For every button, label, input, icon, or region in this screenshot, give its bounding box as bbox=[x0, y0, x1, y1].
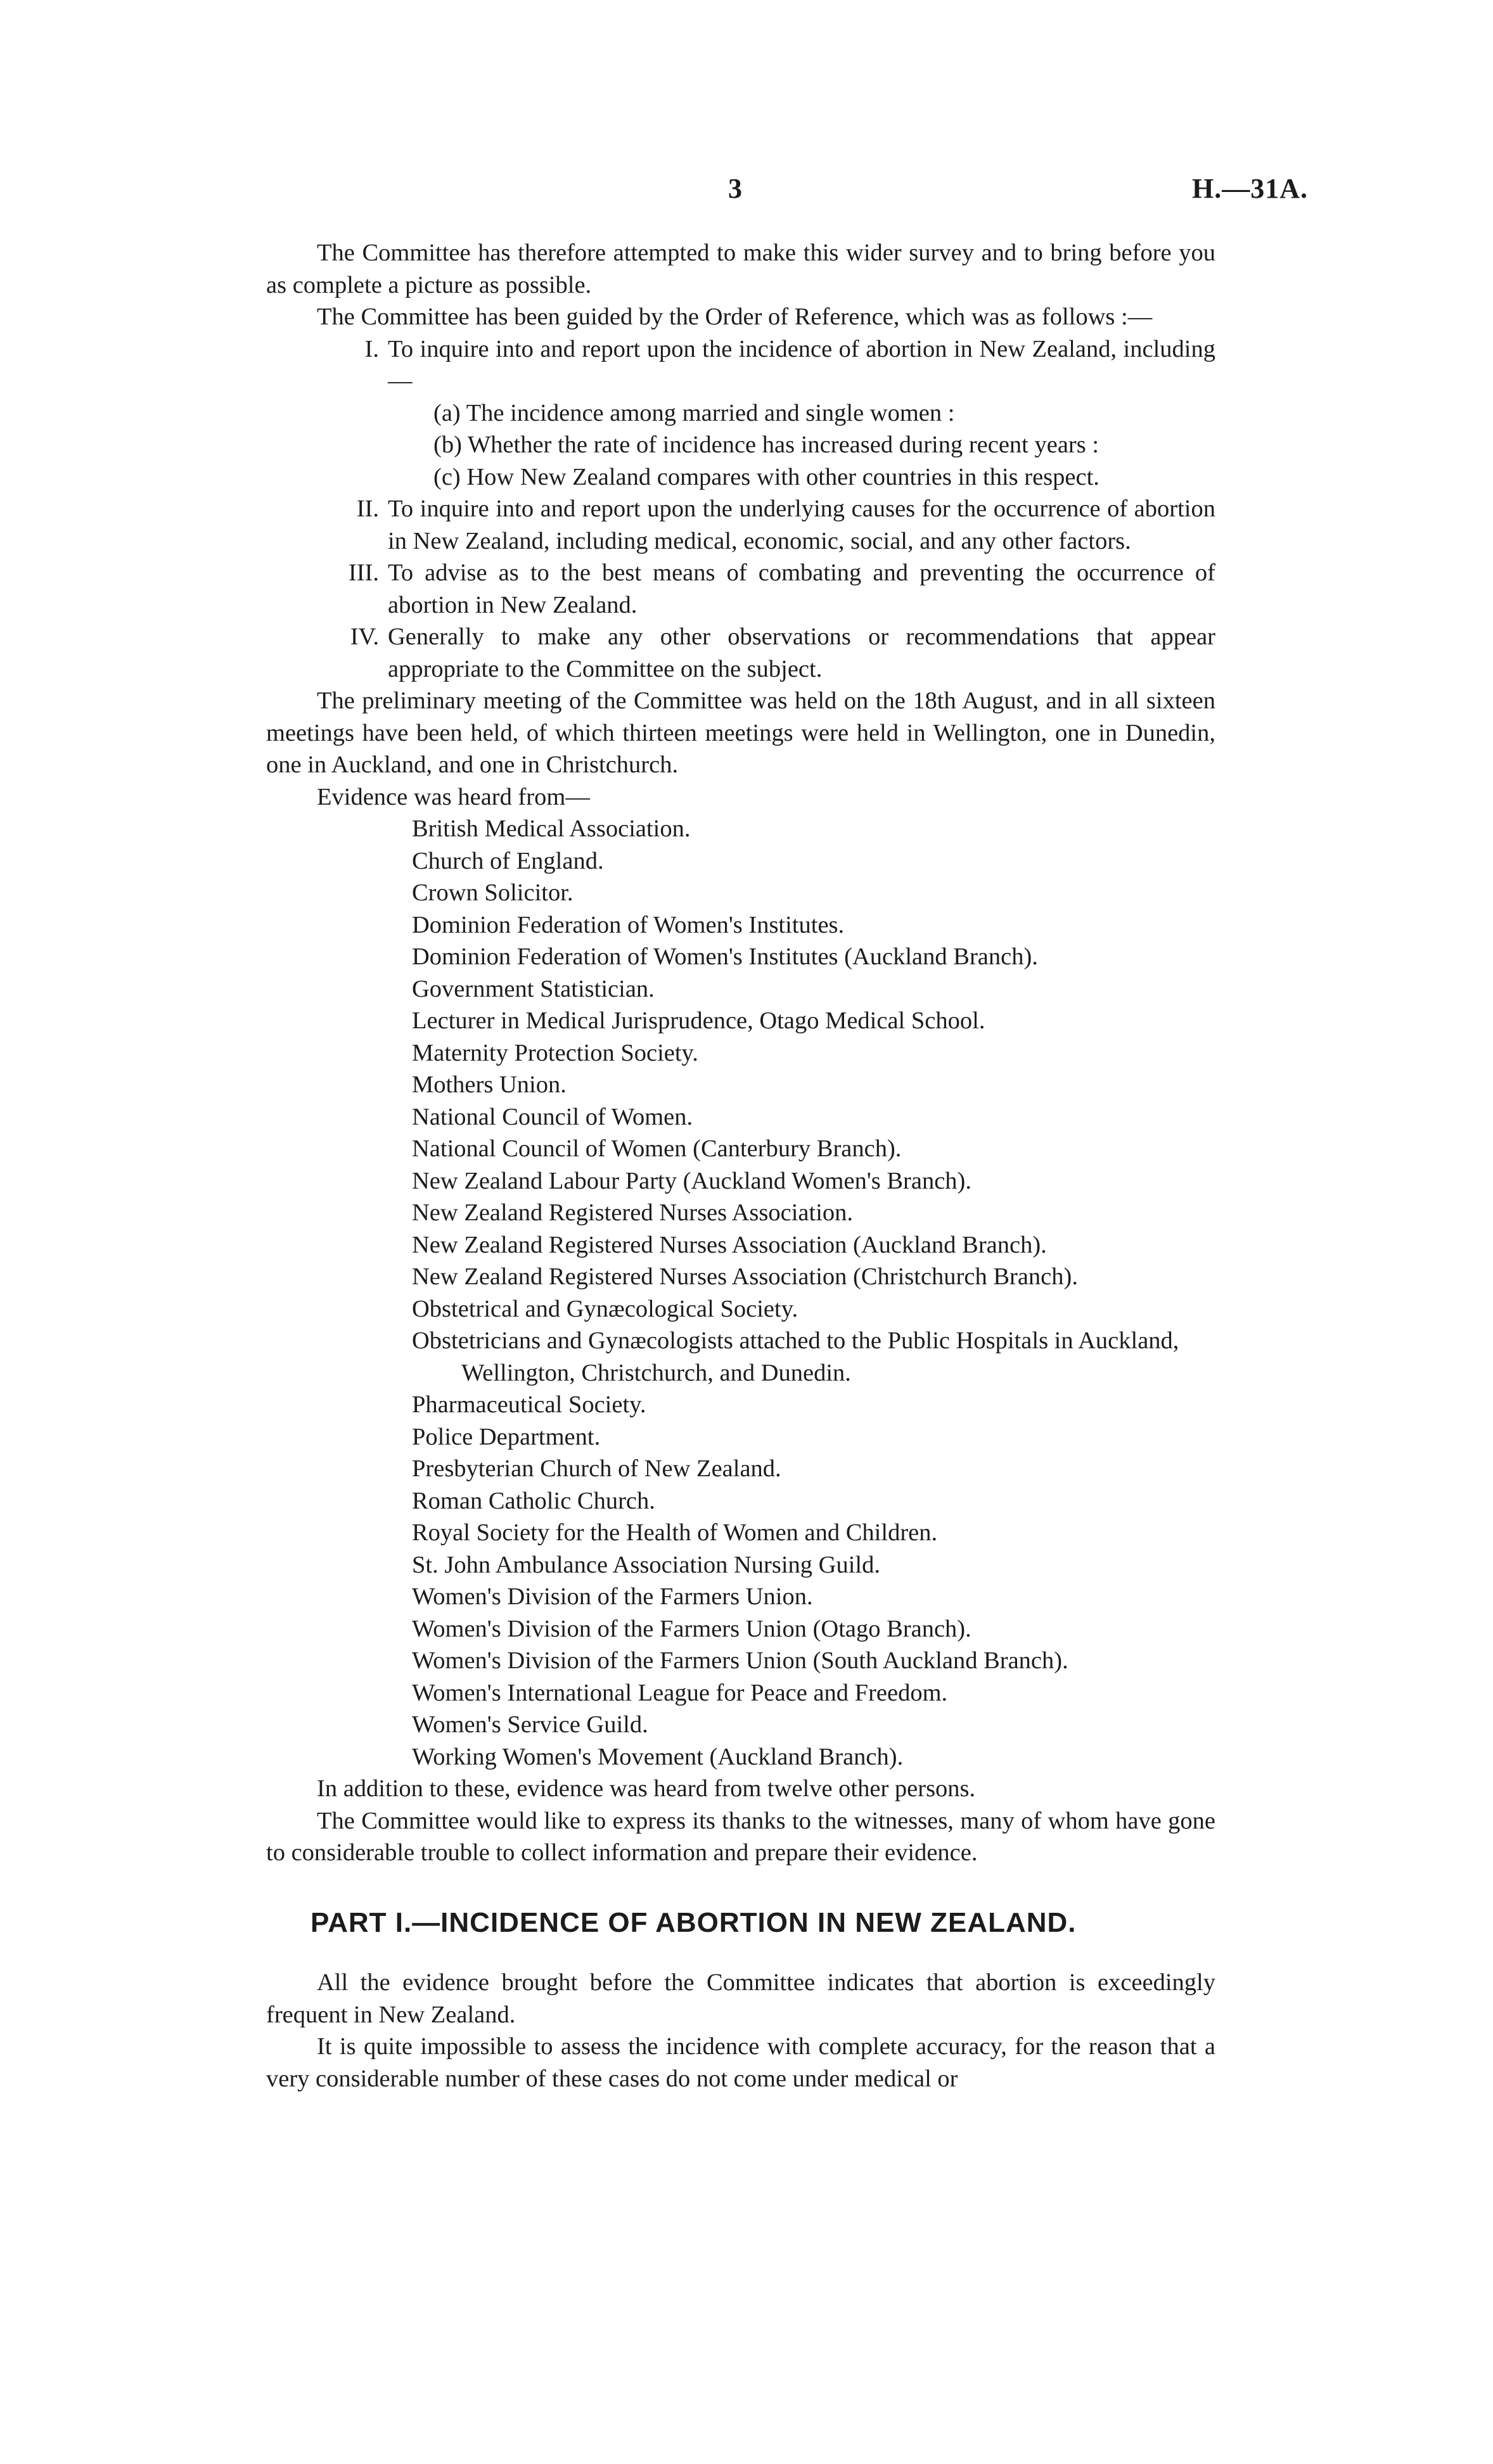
witness-item: St. John Ambulance Association Nursing Guild. bbox=[412, 1551, 880, 1578]
intro-paragraph-2: The Committee has been guided by the Order of Reference, which was as follows :— bbox=[317, 303, 1153, 330]
witness-item: Lecturer in Medical Jurisprudence, Otago Medical School. bbox=[412, 1007, 985, 1034]
witness-item-obstetricians bbox=[266, 1325, 1215, 1389]
reference-item-1 bbox=[266, 333, 1215, 397]
reference-item-2 bbox=[266, 493, 1215, 557]
reference-number: I. bbox=[364, 335, 379, 362]
reference-sub-a: (a) The incidence among married and single women : bbox=[433, 399, 955, 426]
witness-item: National Council of Women. bbox=[412, 1103, 693, 1130]
evidence-intro: Evidence was heard from— bbox=[317, 783, 590, 810]
witness-line: Obstetricians and Gynæcologists attached to the Public Hospitals in Auckland, bbox=[412, 1327, 1179, 1354]
witness-line-continued: Wellington, Christchurch, and Dunedin. bbox=[461, 1359, 851, 1386]
witness-item: Mothers Union. bbox=[412, 1071, 567, 1098]
reference-text: To advise as to the best means of combating and preventing the occurrence of abortion in New Zealand. bbox=[388, 559, 1215, 618]
reference-sub-b: (b) Whether the rate of incidence has increased during recent years : bbox=[433, 431, 1099, 458]
witness-item: British Medical Association. bbox=[412, 815, 691, 842]
witness-item: Presbyterian Church of New Zealand. bbox=[412, 1455, 781, 1482]
witness-item: Church of England. bbox=[412, 847, 604, 874]
intro-paragraph-1: The Committee has therefore attempted to make this wider survey and to bring before you as complete a picture as possible. bbox=[266, 239, 1215, 298]
witness-item: New Zealand Registered Nurses Association. bbox=[412, 1199, 854, 1226]
witness-item: Crown Solicitor. bbox=[412, 879, 573, 906]
witness-item: Dominion Federation of Women's Institutes. bbox=[412, 911, 845, 938]
witness-item: Obstetrical and Gynæcological Society. bbox=[412, 1295, 798, 1322]
reference-number: IV. bbox=[350, 623, 379, 650]
witness-item: Government Statistician. bbox=[412, 975, 655, 1002]
reference-item-3 bbox=[266, 557, 1215, 621]
document-body bbox=[266, 237, 1215, 2095]
witness-item: Women's Division of the Farmers Union (South Auckland Branch). bbox=[412, 1647, 1068, 1674]
witness-item: Police Department. bbox=[412, 1423, 601, 1450]
reference-number: III. bbox=[348, 559, 379, 586]
document-reference: H.—31A. bbox=[1192, 173, 1308, 204]
reference-text: Generally to make any other observations or recommendations that appear appropriate to the Committee on the subject. bbox=[388, 623, 1215, 682]
meetings-paragraph: The preliminary meeting of the Committee was held on the 18th August, and in all sixteen meetings have been held, of which thirteen meetings were held in Wellington, one in Dunedin, one in Auckland, and one in Christchurch. bbox=[266, 687, 1215, 778]
part-one-paragraph-1: All the evidence brought before the Committee indicates that abortion is exceedingly frequent in New Zealand. bbox=[266, 1969, 1215, 2028]
witness-list bbox=[266, 813, 1215, 1773]
part-one-heading: PART I.—INCIDENCE OF ABORTION IN NEW ZEALAND. bbox=[311, 1906, 1077, 1938]
witness-item: Women's Division of the Farmers Union (Otago Branch). bbox=[412, 1615, 971, 1642]
reference-sub-c: (c) How New Zealand compares with other countries in this respect. bbox=[433, 463, 1099, 490]
witness-item: National Council of Women (Canterbury Branch). bbox=[412, 1135, 902, 1162]
addition-paragraph: In addition to these, evidence was heard from twelve other persons. bbox=[317, 1775, 976, 1802]
witness-item: Women's Division of the Farmers Union. bbox=[412, 1583, 813, 1610]
reference-text: To inquire into and report upon the incidence of abortion in New Zealand, including— bbox=[388, 335, 1215, 394]
witness-item: Pharmaceutical Society. bbox=[412, 1391, 646, 1418]
witness-item: New Zealand Registered Nurses Association (Christchurch Branch). bbox=[412, 1263, 1078, 1290]
witness-item: Maternity Protection Society. bbox=[412, 1039, 698, 1066]
page-number: 3 bbox=[728, 173, 742, 204]
witness-item: New Zealand Registered Nurses Association (Auckland Branch). bbox=[412, 1231, 1047, 1258]
witness-item: Working Women's Movement (Auckland Branch). bbox=[412, 1743, 904, 1770]
thanks-paragraph: The Committee would like to express its thanks to the witnesses, many of whom have gone to considerable trouble to collect information and prepare their evidence. bbox=[266, 1807, 1215, 1866]
reference-text: To inquire into and report upon the underlying causes for the occurrence of abortion in New Zealand, including medical, economic, social, and any other factors. bbox=[388, 495, 1215, 554]
witness-item: Roman Catholic Church. bbox=[412, 1487, 655, 1514]
reference-item-4 bbox=[266, 621, 1215, 685]
witness-item: New Zealand Labour Party (Auckland Women's Branch). bbox=[412, 1167, 971, 1194]
witness-item: Women's Service Guild. bbox=[412, 1711, 648, 1738]
witness-item: Women's International League for Peace and Freedom. bbox=[412, 1679, 948, 1706]
reference-number: II. bbox=[356, 495, 379, 522]
part-one-paragraph-2: It is quite impossible to assess the incidence with complete accuracy, for the reason that a very considerable number of these cases do not come under medical or bbox=[266, 2033, 1215, 2092]
witness-item: Royal Society for the Health of Women and Children. bbox=[412, 1519, 938, 1546]
witness-item: Dominion Federation of Women's Institutes (Auckland Branch). bbox=[412, 943, 1038, 970]
